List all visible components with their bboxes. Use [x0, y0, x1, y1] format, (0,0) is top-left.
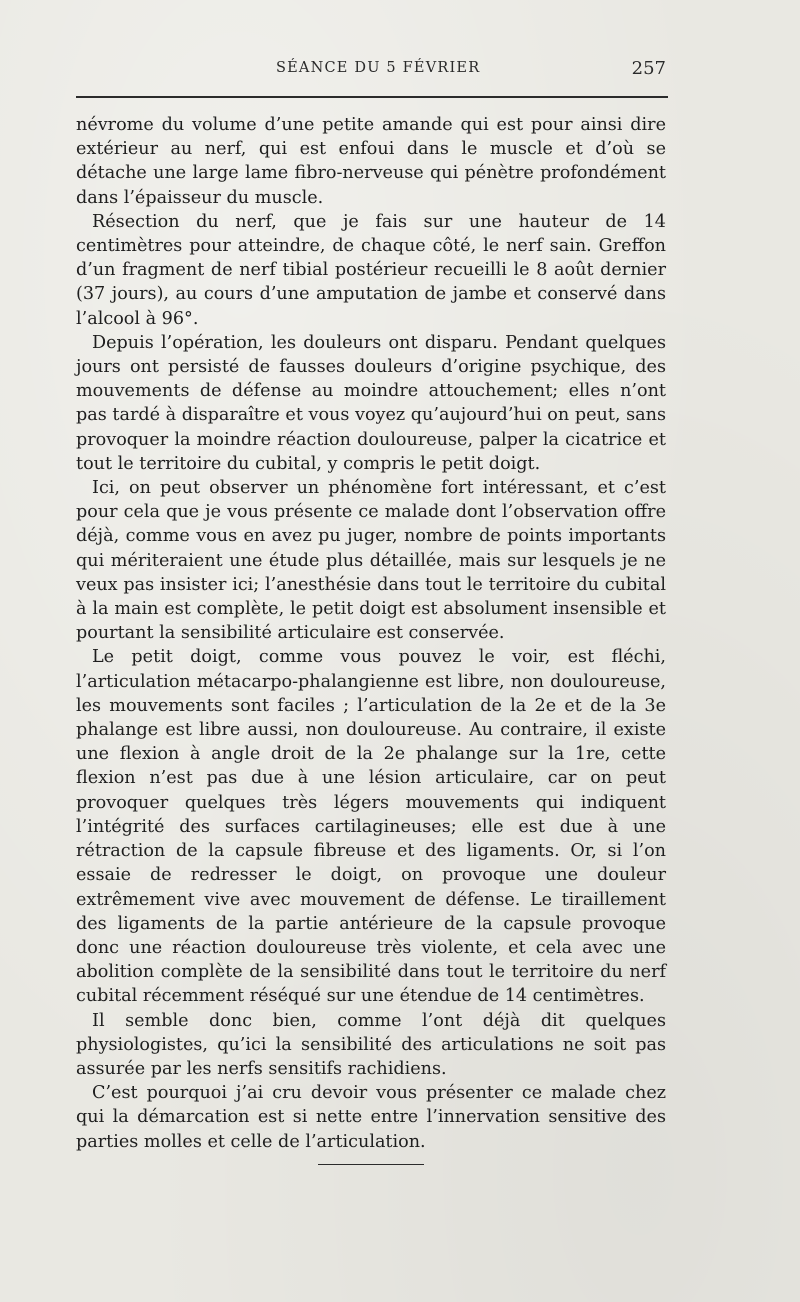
- end-rule: [318, 1164, 424, 1165]
- page-header: [76, 60, 668, 84]
- header-rule: [76, 96, 668, 98]
- page-number: 257: [631, 58, 666, 79]
- paragraph: Ici, on peut observer un phénomène fort intéressant, et c’est pour cela que je vous présente ce malade dont l’observation offre déjà, comme vous en avez pu juger, nombre de points importants qui mériteraient une étude plus détaillée, mais sur lesquels je ne veux pas insister ici; l’anesthésie dans tout le territoire du cubital à la main est complète, le petit doigt est absolument insensible et pourtant la sensibilité articulaire est conservée.: [76, 478, 666, 644]
- paragraph: Résection du nerf, que je fais sur une hauteur de 14 centimètres pour atteindre, de chaque côté, le nerf sain. Greffon d’un fragment de nerf tibial postérieur recueilli le 8 août dernier (37 jours), au cours d’une amputation de jambe et conservé dans l’alcool à 96°.: [76, 211, 666, 329]
- paragraph-continued: névrome du volume d’une petite amande qui est pour ainsi dire extérieur au nerf, qui est enfoui dans le muscle et d’où se détache une large lame fibro-nerveuse qui pénètre profondément dans l’épaisseur du muscle.: [76, 115, 666, 208]
- paragraph: Depuis l’opération, les douleurs ont disparu. Pendant quelques jours ont persisté de fausses douleurs d’origine psychique, des mouvements de défense au moindre attouchement; elles n’ont pas tardé à disparaître et vous voyez qu’aujourd’hui on peut, sans provoquer la moindre réaction douloureuse, palper la cicatrice et tout le territoire du cubital, y compris le petit doigt.: [76, 332, 666, 474]
- body-text: [76, 113, 666, 1154]
- paragraph: C’est pourquoi j’ai cru devoir vous présenter ce malade chez qui la démarcation est si nette entre l’innervation sensitive des parties molles et celle de l’articulation.: [76, 1083, 666, 1152]
- paragraph: Le petit doigt, comme vous pouvez le voir, est fléchi, l’articulation métacarpo-phalangienne est libre, non douloureuse, les mouvements sont faciles ; l’articulation de la 2e et de la 3e phalange est libre aussi, non douloureuse. Au contraire, il existe une flexion à angle droit de la 2e phalange sur la 1re, cette flexion n’est pas due à une lésion articulaire, car on peut provoquer quelques très légers mouvements qui indiquent l’intégrité des surfaces cartilagineuses; elle est due à une rétraction de la capsule fibreuse et des ligaments. Or, si l’on essaie de redresser le doigt, on provoque une douleur extrêmement vive avec mouvement de défense. Le tiraillement des ligaments de la partie antérieure de la capsule provoque donc une réaction douloureuse très violente, et cela avec une abolition complète de la sensibilité dans tout le territoire du nerf cubital récemment réséqué sur une étendue de 14 centimètres.: [76, 647, 666, 1007]
- running-title: SÉANCE DU 5 FÉVRIER: [276, 60, 481, 76]
- paragraph: Il semble donc bien, comme l’ont déjà dit quelques physiologistes, qu’ici la sensibilité des articulations ne soit pas assurée par les nerfs sensitifs rachidiens.: [76, 1010, 666, 1079]
